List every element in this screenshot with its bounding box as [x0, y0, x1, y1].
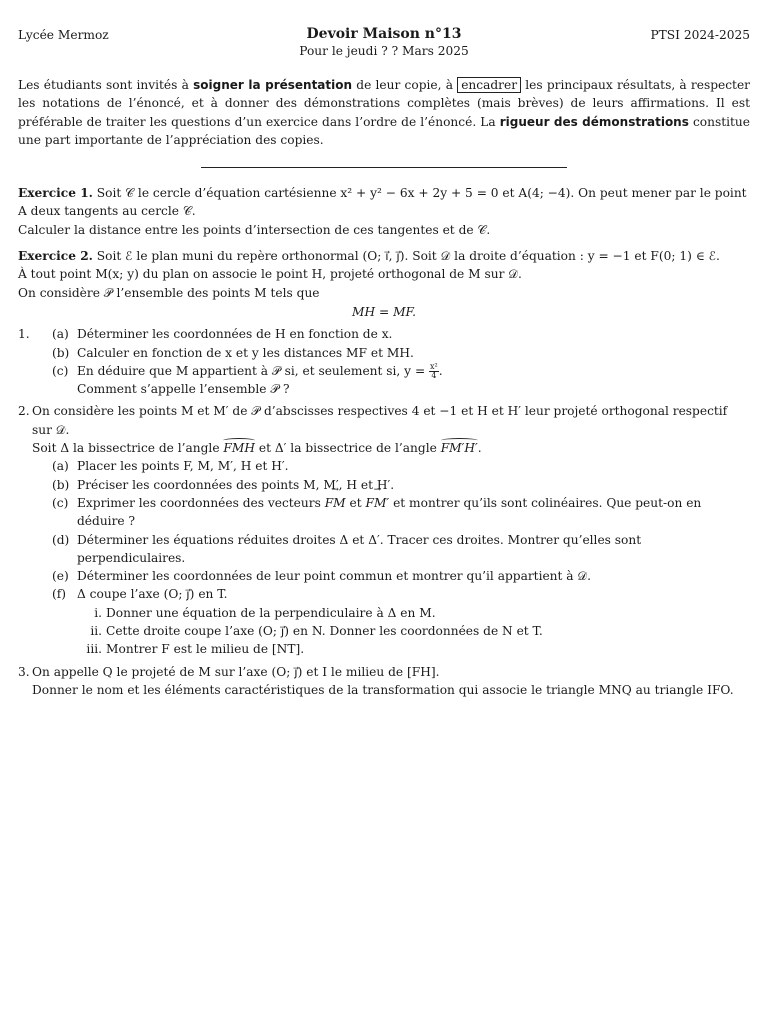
vector-fm: → FM [325, 494, 346, 512]
ex1-line1: Soit 𝒞 le cercle d’équation cartésienne x² + y² − 6x + 2y + 5 = 0 et A(4; −4). On peut mener par le point A deux tangents au cercle 𝒞. [18, 186, 747, 219]
question-1c [32, 362, 750, 399]
subsubquestion-text: Cette droite coupe l’axe (O; j⃗) en N. Donner les coordonnées de N et T. [106, 624, 543, 639]
ex2-equation: MH = MF. [352, 304, 416, 319]
question-number: 2. [18, 404, 30, 419]
subquestion-text: Déterminer les coordonnées de leur point commun et montrer qu’il appartient à 𝒟. [77, 569, 592, 584]
fraction [429, 363, 439, 380]
intro-boxed-word: encadrer [457, 77, 521, 93]
ex2-line3: On considère 𝒫 l’ensemble des points M tels que [18, 285, 320, 300]
subquestion-text: et [345, 495, 366, 510]
q3-line2: Donner le nom et les éléments caractéristiques de la transformation qui associe le triangle MNQ au triangle IFO. [32, 682, 734, 697]
subquestion-number: (f) [52, 587, 67, 602]
ex1-question: Calculer la distance entre les points d’intersection de ces tangentes et de 𝒞. [18, 222, 491, 237]
divider [201, 167, 567, 168]
question-3 [18, 663, 750, 700]
question-1b [32, 344, 750, 362]
q2-text: Soit Δ la bissectrice de l’angle [32, 441, 224, 456]
subquestion-number: (b) [52, 477, 70, 492]
subquestion-text: Placer les points F, M, M′, H et H′. [77, 459, 289, 474]
subquestion-text: Préciser les coordonnées des points M, M′, H et H′. [77, 477, 395, 492]
q3-line1: On appelle Q le projeté de M sur l’axe (O; j⃗) et I le milieu de [FH]. [32, 664, 440, 679]
ex1-statement [18, 184, 750, 221]
fraction-denominator: 4 [431, 370, 437, 380]
intro-text: Les étudiants sont invités à [18, 78, 194, 92]
question-2a [32, 457, 750, 475]
subquestion-number: (c) [52, 495, 69, 510]
intro-text: les principaux résultats, à respecter les notations de l’énoncé, et à donner des démonstrations complètes (mais brèves) de leurs affirmations. Il est préférable de traiter les questions d’un exercice dans l’ordre de l’énoncé. La [18, 78, 750, 129]
subsubquestion-number: iii. [86, 642, 102, 657]
intro-text: constitue une part importante de l’appréciation des copies. [18, 114, 750, 147]
school-name: Lycée Mermoz [18, 28, 109, 42]
title-block [18, 26, 750, 59]
subsubquestion-number: ii. [90, 624, 102, 639]
intro-bold-rigueur: rigueur des démonstrations [499, 114, 689, 129]
question-number: 1. [18, 327, 30, 342]
exercise-1 [18, 184, 750, 239]
question-number: 3. [18, 664, 30, 679]
q2-line1: On considère les points M et M′ de 𝒫 d’abscisses respectives 4 et −1 et H et H′ leur projeté orthogonal respectif sur 𝒟. [32, 404, 728, 437]
intro-bold-presentation: soigner la présentation [193, 78, 353, 92]
subquestion-text: Déterminer les équations réduites droites Δ et Δ′. Tracer ces droites. Montrer qu’elles sont perpendiculaires. [77, 532, 642, 565]
subquestion-number: (d) [52, 532, 70, 547]
header [18, 26, 750, 64]
ex1-title: Exercice 1. [18, 186, 93, 201]
question-2e [32, 567, 750, 585]
question-2d [32, 531, 750, 568]
ex2-title: Exercice 2. [18, 249, 93, 264]
instructions [18, 76, 750, 149]
due-date: Pour le jeudi ? ? Mars 2025 [299, 43, 469, 58]
question-2f-iii [32, 640, 750, 658]
angle-fm-prime-h-prime: FM′H′ [441, 439, 478, 457]
subquestion-number: (c) [52, 363, 69, 378]
subquestion-text: et montrer qu’ils sont colinéaires. Que peut-on en déduire ? [77, 495, 702, 529]
vector-fm-prime: → FM′ [366, 494, 390, 512]
subquestion-text: En déduire que M appartient à 𝒫 si, et seulement si, y = [77, 363, 430, 378]
subquestion-text: . [438, 363, 443, 378]
question-1 [18, 325, 750, 398]
intro-text: de leur copie, à [352, 78, 458, 92]
page-title: Devoir Maison n°13 [306, 26, 462, 42]
question-2b [32, 476, 750, 494]
class-year: PTSI 2024-2025 [650, 28, 750, 42]
ex2-line1: Soit ℰ le plan muni du repère orthonormal (O; i⃗, j⃗). Soit 𝒟 la droite d’équation : y = −1 et F(0; 1) ∈ ℰ. [92, 249, 720, 264]
angle-fmh: FMH [223, 439, 255, 457]
subsubquestion-number: i. [94, 605, 102, 620]
subsubquestion-text: Montrer F est le milieu de [NT]. [106, 642, 305, 657]
subquestion-text-line2: Comment s’appelle l’ensemble 𝒫 ? [77, 382, 290, 397]
question-2 [18, 402, 750, 658]
document-body [18, 76, 750, 699]
q2-text: . [477, 441, 482, 456]
question-2f [32, 585, 750, 603]
subquestion-text: Calculer en fonction de x et y les distances MF et MH. [77, 345, 414, 360]
question-2f-ii [32, 622, 750, 640]
ex2-statement [18, 247, 750, 265]
subquestion-number: (e) [52, 569, 69, 584]
subsubquestion-text: Donner une équation de la perpendiculaire à Δ en M. [106, 605, 436, 620]
subquestion-number: (a) [52, 459, 69, 474]
subquestion-text: Déterminer les coordonnées de H en fonction de x. [77, 327, 393, 342]
fraction-numerator: x² [430, 361, 438, 371]
subquestion-text: Δ coupe l’axe (O; j⃗) en T. [77, 587, 228, 602]
subquestion-number: (a) [52, 327, 69, 342]
question-2f-i [32, 604, 750, 622]
question-1a [32, 325, 750, 343]
exercise-2 [18, 247, 750, 699]
q2-text: et Δ′ la bissectrice de l’angle [255, 441, 441, 456]
ex2-line2: À tout point M(x; y) du plan on associe le point H, projeté orthogonal de M sur 𝒟. [18, 267, 522, 282]
q2-line2 [32, 439, 750, 457]
subquestion-text: Exprimer les coordonnées des vecteurs [77, 495, 325, 510]
question-2c [32, 494, 750, 531]
subquestion-number: (b) [52, 345, 70, 360]
